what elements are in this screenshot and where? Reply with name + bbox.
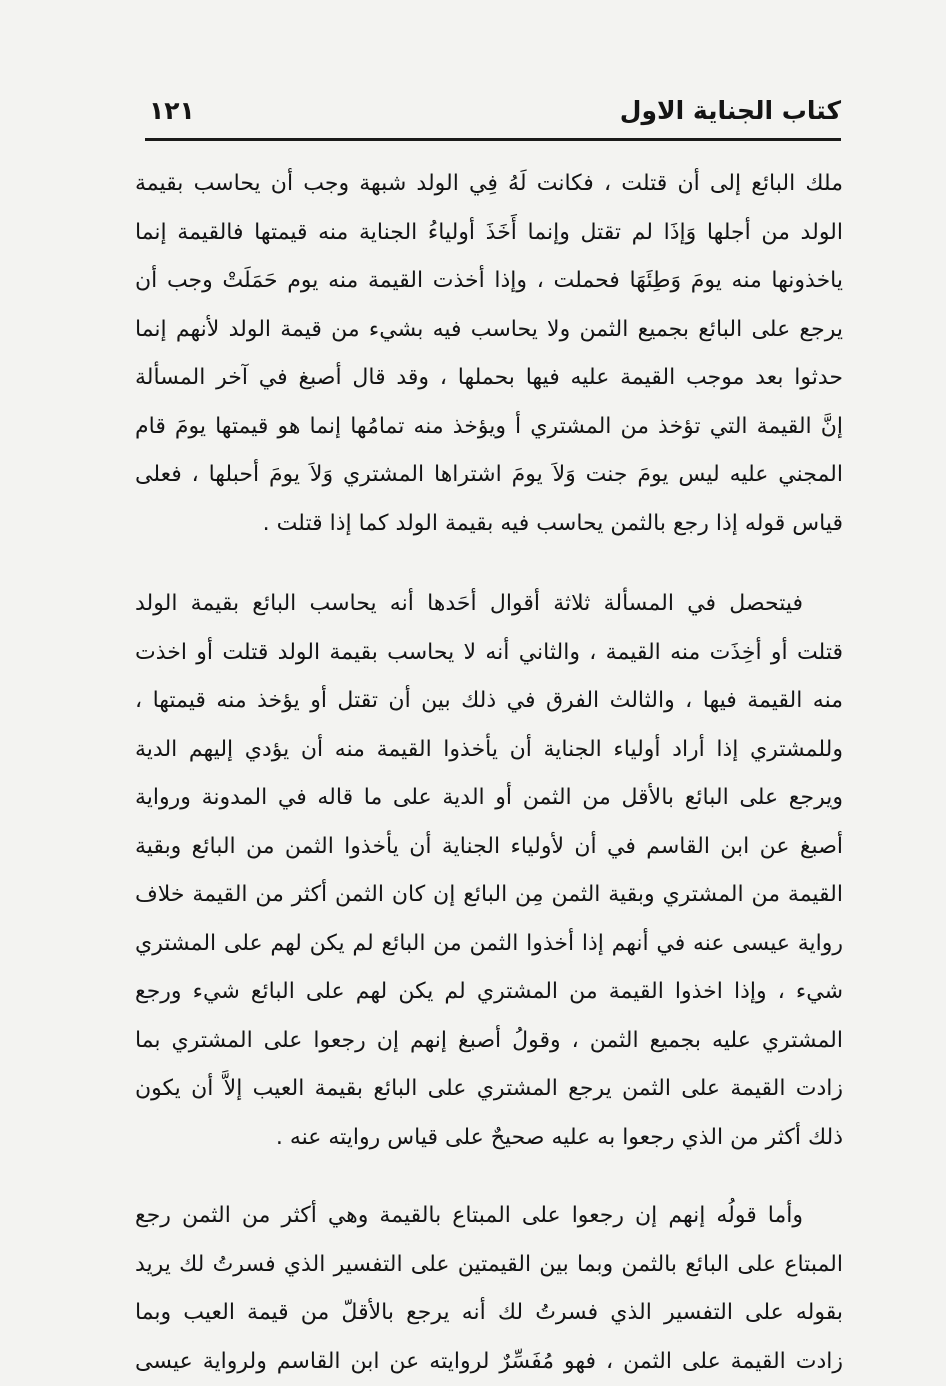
page-header bbox=[145, 92, 841, 141]
body-text bbox=[135, 160, 843, 1386]
text-line: المجني عليه ليس يومَ جنت وَلاَ يومَ اشتراها المشتري وَلاَ يومَ أحبلها ، فعلى bbox=[135, 451, 843, 500]
text-line: شيء ، وإذا اخذوا القيمة من المشتري لم يكن لهم على البائع شيء ورجع bbox=[135, 968, 843, 1017]
text-line: يرجع على البائع بجميع الثمن ولا يحاسب فيه بشيء من قيمة الولد لأنهم إنما bbox=[135, 306, 843, 355]
text-line: قتلت أو أخِذَت منه القيمة ، والثاني أنه لا يحاسب بقيمة الولد قتلت أو اخذت bbox=[135, 629, 843, 678]
text-line: وللمشتري إذا أراد أولياء الجناية أن يأخذوا القيمة منه أن يؤدي إليهم الدية bbox=[135, 726, 843, 775]
text-line: ذلك أكثر من الذي رجعوا به عليه صحيحٌ على قياس روايته عنه . bbox=[135, 1114, 843, 1163]
text-line: فيتحصل في المسألة ثلاثة أقوال أحَدها أنه يحاسب البائع بقيمة الولد bbox=[135, 580, 843, 629]
text-line: إنَّ القيمة التي تؤخذ من المشتري أ ويؤخذ منه تمامُها إنما هو قيمتها يومَ قام bbox=[135, 403, 843, 452]
paragraph-2 bbox=[135, 580, 843, 1162]
text-line: ويرجع على البائع بالأقل من الثمن أو الدية على ما قاله في المدونة ورواية bbox=[135, 774, 843, 823]
text-line: حدثوا بعد موجب القيمة عليه فيها بحملها ، وقد قال أصبغ في آخر المسألة bbox=[135, 354, 843, 403]
text-line: ملك البائع إلى أن قتلت ، فكانت لَهُ فِي الولد شبهة وجب أن يحاسب بقيمة bbox=[135, 160, 843, 209]
text-line: زادت القيمة على الثمن يرجع المشتري على البائع بقيمة العيب إلاَّ أن يكون bbox=[135, 1065, 843, 1114]
text-line: بقوله على التفسير الذي فسرتُ لك أنه يرجع بالأقلّ من قيمة العيب وبما bbox=[135, 1289, 843, 1338]
text-line: قياس قوله إذا رجع بالثمن يحاسب فيه بقيمة الولد كما إذا قتلت . bbox=[135, 500, 843, 549]
text-line: القيمة من المشتري وبقية الثمن مِن البائع إن كان الثمن أكثر من القيمة خلاف bbox=[135, 871, 843, 920]
paragraph-1 bbox=[135, 160, 843, 548]
text-line: المبتاع على البائع بالثمن وبما بين القيمتين على التفسير الذي فسرتُ لك يريد bbox=[135, 1241, 843, 1290]
text-line: منه القيمة فيها ، والثالث الفرق في ذلك بين أن تقتل أو يؤخذ منه قيمتها ، bbox=[135, 677, 843, 726]
text-line: وأما قولُه إنهم إن رجعوا على المبتاع بالقيمة وهي أكثر من الثمن رجع bbox=[135, 1192, 843, 1241]
running-title: كتاب الجناية الاول bbox=[620, 96, 841, 125]
text-line: رواية عيسى عنه في أنهم إذا أخذوا الثمن من البائع لم يكن لهم على المشتري bbox=[135, 920, 843, 969]
text-line: الولد من أجلها وَإذَا لم تقتل وإنما أَخَذَ أولياءُ الجناية منه قيمتها فالقيمة إنما bbox=[135, 209, 843, 258]
text-line: المشتري عليه بجميع الثمن ، وقولُ أصبغ إنهم إن رجعوا على المشتري بما bbox=[135, 1017, 843, 1066]
paragraph-3 bbox=[135, 1192, 843, 1386]
text-line: ياخذونها منه يومَ وَطِئَهَا فحملت ، وإذا أخذت القيمة منه يوم حَمَلَتْ وجب أن bbox=[135, 257, 843, 306]
text-line: أصبغ عن ابن القاسم في أن لأولياء الجناية أن يأخذوا الثمن من البائع وبقية bbox=[135, 823, 843, 872]
page-number: ١٢١ bbox=[149, 96, 195, 125]
text-line: زادت القيمة على الثمن ، فهو مُفَسِّرٌ لروايته عن ابن القاسم ولرواية عيسى bbox=[135, 1338, 843, 1386]
